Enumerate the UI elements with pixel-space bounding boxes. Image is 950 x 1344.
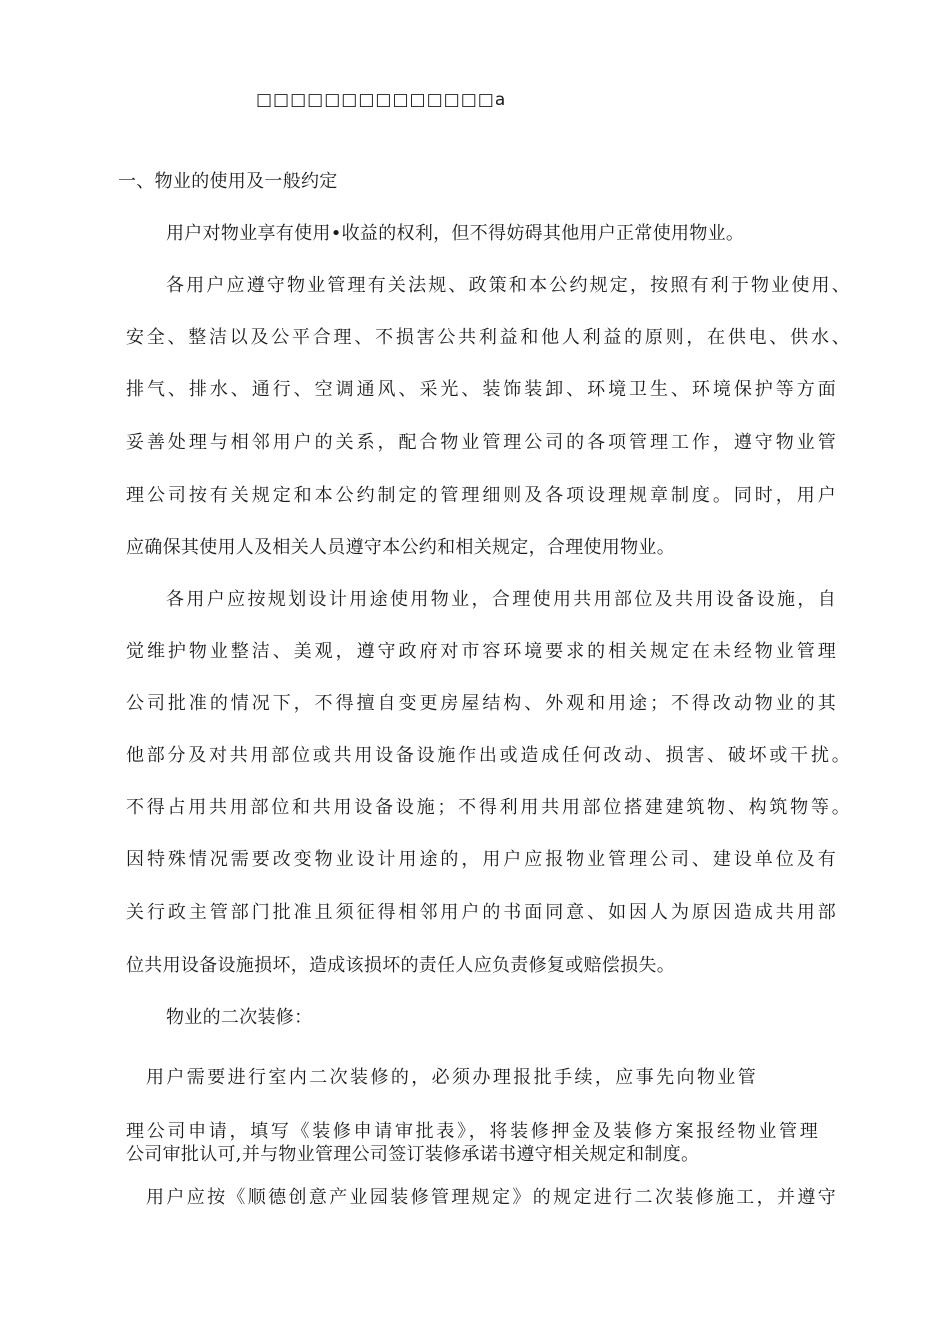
paragraph-1: 用户对物业享有使用•收益的权利，但不得妨碍其他用户正常使用物业。 [166,223,745,244]
paragraph-5-line: 用户需要进行室内二次装修的，必须办理报批手续，应事先向物业管 [146,1067,756,1088]
paragraph-3-line: 觉维护物业整洁、美观，遵守政府对市容环境要求的相关规定在未经物业管理 [126,641,836,662]
paragraph-2-line: 安全、整洁以及公平合理、不损害公共利益和他人利益的原则，在供电、供水、 [126,327,850,348]
paragraph-6-line: 用户应按《顺德创意产业园装修管理规定》的规定进行二次装修施工，并遵守 [146,1187,836,1208]
paragraph-2-line: 应确保其使用人及相关人员遵守本公约和相关规定，合理使用物业。 [126,537,675,558]
paragraph-2-line: 妥善处理与相邻用户的关系，配合物业管理公司的各项管理工作，遵守物业管 [126,432,836,453]
paragraph-2-line: 排气、排水、通行、空调通风、采光、装饰装卸、环境卫生、环境保护等方面 [126,379,836,400]
paragraph-3-line: 各用户应按规划设计用途使用物业，合理使用共用部位及共用设备设施，自 [166,589,836,610]
paragraph-3-line: 因特殊情况需要改变物业设计用途的，用户应报物业管理公司、建设单位及有 [126,849,836,870]
section-heading: 一、物业的使用及一般约定 [118,171,338,192]
paragraph-5-line: 公司审批认可,并与物业管理公司签订装修承诺书遵守相关规定和制度。 [126,1144,700,1165]
paragraph-3-line: 公司批准的情况下，不得擅自变更房屋结构、外观和用途；不得改动物业的其 [126,693,836,714]
paragraph-2-line: 各用户应遵守物业管理有关法规、政策和本公约规定，按照有利于物业使用、 [166,275,850,296]
paragraph-5-line: 理公司申请，填写《装修申请审批表》，将装修押金及装修方案报经物业管理 [126,1121,818,1142]
document-title: □□□□□□□□□□□□□□a [256,90,507,110]
paragraph-2-line: 理公司按有关规定和本公约制定的管理细则及各项设理规章制度。同时，用户 [126,485,836,506]
paragraph-3-line: 关行政主管部门批准且须征得相邻用户的书面同意、如因人为原因造成共用部 [126,902,836,923]
subheading-renovation: 物业的二次装修： [166,1007,313,1028]
paragraph-3-line: 他部分及对共用部位或共用设备设施作出或造成任何改动、损害、破坏或干扰。 [126,745,850,766]
paragraph-3-line: 位共用设备设施损坏，造成该损坏的责任人应负责修复或赔偿损失。 [126,955,675,976]
paragraph-3-line: 不得占用共用部位和共用设备设施；不得利用共用部位搭建建筑物、构筑物等。 [126,797,850,818]
